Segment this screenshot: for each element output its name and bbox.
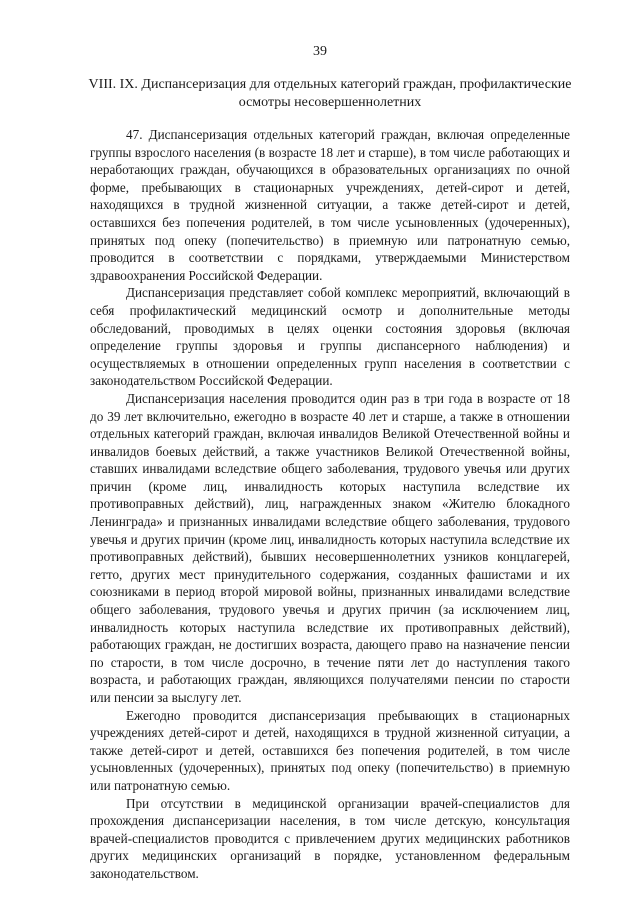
document-body [90, 126, 570, 883]
paragraph: Диспансеризация населения проводится один раз в три года в возрасте от 18 до 39 лет включительно, ежегодно в возрасте 40 лет и старше, а также в отношении отдельных категорий граждан, включая инвалидов Великой Отечественной войны и инвалидов боевых действий, а также участников Великой Отечественной войны, ставших инвалидами вследствие общего заболевания, трудового увечья или других причин (кроме лиц, инвалидность которых наступила вследствие их противоправных действий), лиц, награжденных знаком «Жителю блокадного Ленинграда» и признанных инвалидами вследствие общего заболевания, трудового увечья и других причин (кроме лиц, инвалидность которых наступила вследствие их противоправных действий), бывших несовершеннолетних узников концлагерей, гетто, других мест принудительного содержания, созданных фашистами и их союзниками в период второй мировой войны, признанных инвалидами вследствие общего заболевания, трудового увечья и других причин (за исключением лиц, инвалидность которых наступила вследствие их противоправных действий), работающих граждан, не достигших возраста, дающего право на назначение пенсии по старости, в том числе досрочно, в течение пяти лет до наступления такого возраста, и работающих граждан, являющихся получателями пенсии по старости или пенсии за выслугу лет. [90, 390, 570, 705]
section-heading: VIII. IX. Диспансеризация для отдельных категорий граждан, профилактические осмотры несовершеннолетних [88, 77, 572, 110]
paragraph: Ежегодно проводится диспансеризация пребывающих в стационарных учреждениях детей-сирот и детей, находящихся в трудной жизненной ситуации, а также детей-сирот и детей, оставшихся без попечения родителей, в том числе усыновленных (удочеренных), принятых под опеку (попечительство) в приемную или патронатную семью. [90, 707, 570, 793]
paragraph: 47. Диспансеризация отдельных категорий граждан, включая определенные группы взрослого населения (в возрасте 18 лет и старше), в том числе работающих и неработающих граждан, обучающихся в образовательных организациях по очной форме, пребывающих в стационарных учреждениях, детей-сирот и детей, находящихся в трудной жизненной ситуации, а также детей-сирот и детей, оставшихся без попечения родителей, в том числе усыновленных (удочеренных), принятых под опеку (попечительство) в приемную или патронатную семью, проводится в соответствии с порядками, утверждаемыми Министерством здравоохранения Российской Федерации. [90, 127, 570, 283]
paragraph: При отсутствии в медицинской организации врачей-специалистов для прохождения диспансеризации населения, в том числе детскую, консультация врачей-специалистов проводится с привлечением других медицинских работников других медицинских организаций в порядке, установленном федеральным законодательством. [90, 795, 570, 881]
paragraph: Диспансеризация представляет собой комплекс мероприятий, включающий в себя профилактический медицинский осмотр и дополнительные методы обследований, проводимых в целях оценки состояния здоровья (включая определение группы здоровья и группы диспансерного наблюдения) и осуществляемых в отношении определенных групп населения в соответствии с законодательством Российской Федерации. [90, 285, 570, 389]
page-number: 39 [313, 44, 327, 59]
